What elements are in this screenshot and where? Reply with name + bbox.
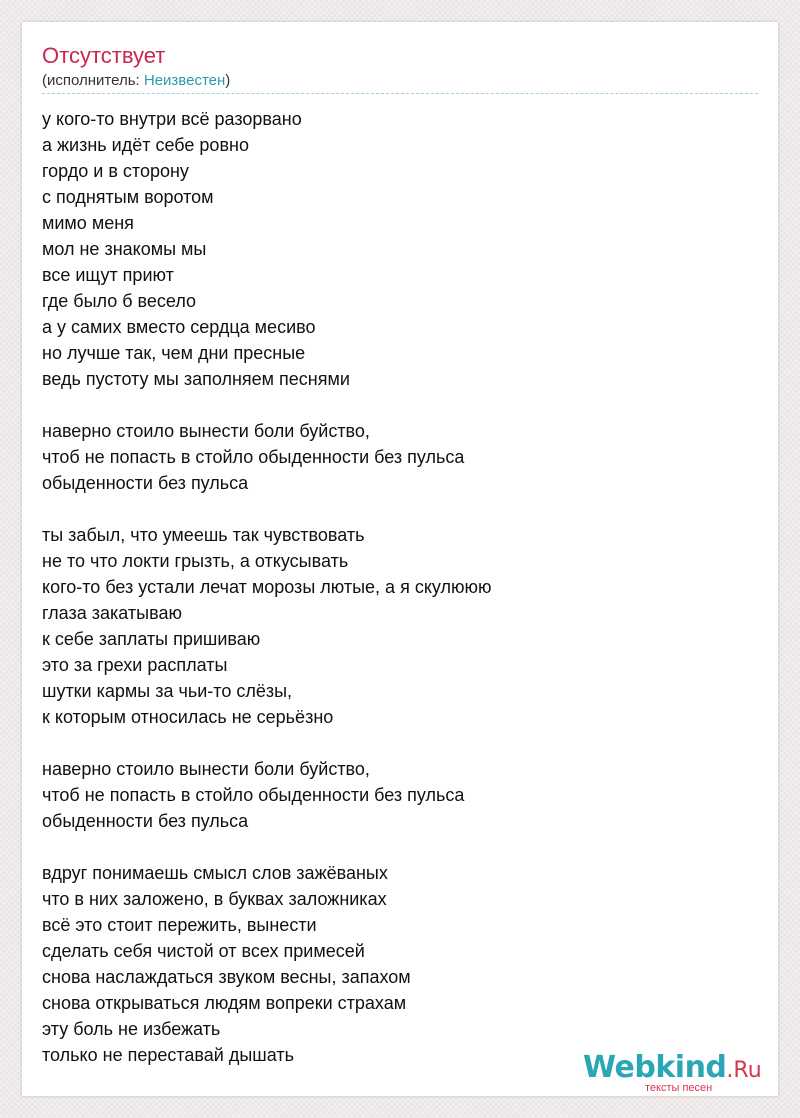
lyric-line: где было б весело: [42, 291, 197, 311]
lyric-line: наверно стоило вынести боли буйство,: [42, 759, 370, 779]
lyrics-stanza: [42, 106, 762, 392]
lyric-line: что в них заложено, в буквах заложниках: [42, 889, 387, 909]
lyric-line: ведь пустоту мы заполняем песнями: [42, 369, 350, 389]
lyrics-stanza: [42, 522, 762, 730]
lyric-line: всё это стоит пережить, вынести: [42, 915, 317, 935]
lyric-line: снова наслаждаться звуком весны, запахом: [42, 967, 411, 987]
lyric-line: а жизнь идёт себе ровно: [42, 135, 249, 155]
lyric-line: это за грехи расплаты: [42, 655, 228, 675]
lyric-line: ты забыл, что умеешь так чувствовать: [42, 525, 365, 545]
lyric-line: чтоб не попасть в стойло обыденности без пульса: [42, 785, 465, 805]
lyric-line: мимо меня: [42, 213, 134, 233]
lyric-line: сделать себя чистой от всех примесей: [42, 941, 365, 961]
lyric-line: не то что локти грызть, а откусывать: [42, 551, 349, 571]
lyrics-stanza: [42, 418, 762, 496]
title-divider: [42, 93, 758, 94]
lyric-line: чтоб не попасть в стойло обыденности без пульса: [42, 447, 465, 467]
lyric-line: все ищут приют: [42, 265, 174, 285]
lyric-line: гордо и в сторону: [42, 161, 189, 181]
lyric-line: мол не знакомы мы: [42, 239, 207, 259]
logo-subtitle: тексты песен: [645, 1082, 713, 1094]
lyric-line: но лучше так, чем дни пресные: [42, 343, 306, 363]
lyric-line: а у самих вместо сердца месиво: [42, 317, 316, 337]
lyrics-sheet: [22, 22, 778, 1096]
logo-main-text: Webkind: [583, 1050, 727, 1085]
artist-line: [42, 72, 230, 90]
lyrics-stanza: [42, 860, 762, 1068]
lyric-line: к себе заплаты пришиваю: [42, 629, 261, 649]
lyric-line: с поднятым воротом: [42, 187, 214, 207]
lyric-line: наверно стоило вынести боли буйство,: [42, 421, 370, 441]
lyric-line: вдруг понимаешь смысл слов зажёваных: [42, 863, 388, 883]
artist-prefix: (исполнитель:: [42, 72, 144, 89]
lyrics-body: [42, 106, 762, 1094]
lyric-line: глаза закатываю: [42, 603, 182, 623]
lyric-line: эту боль не избежать: [42, 1019, 221, 1039]
song-title: Отсутствует: [42, 43, 166, 68]
lyric-line: к которым относилась не серьёзно: [42, 707, 334, 727]
lyric-line: у кого-то внутри всё разорвано: [42, 109, 302, 129]
logo-tld: .Ru: [726, 1058, 762, 1083]
lyric-line: обыденности без пульса: [42, 811, 249, 831]
lyric-line: шутки кармы за чьи-то слёзы,: [42, 681, 293, 701]
artist-link[interactable]: Неизвестен: [143, 72, 226, 89]
webkind-logo[interactable]: [583, 1052, 773, 1098]
artist-suffix: ): [225, 72, 231, 89]
lyric-line: обыденности без пульса: [42, 473, 249, 493]
lyric-line: снова открываться людям вопреки страхам: [42, 993, 407, 1013]
lyrics-stanza: [42, 756, 762, 834]
lyric-line: кого-то без устали лечат морозы лютые, а я скулююю: [42, 577, 492, 597]
lyric-line: только не переставай дышать: [42, 1045, 294, 1065]
